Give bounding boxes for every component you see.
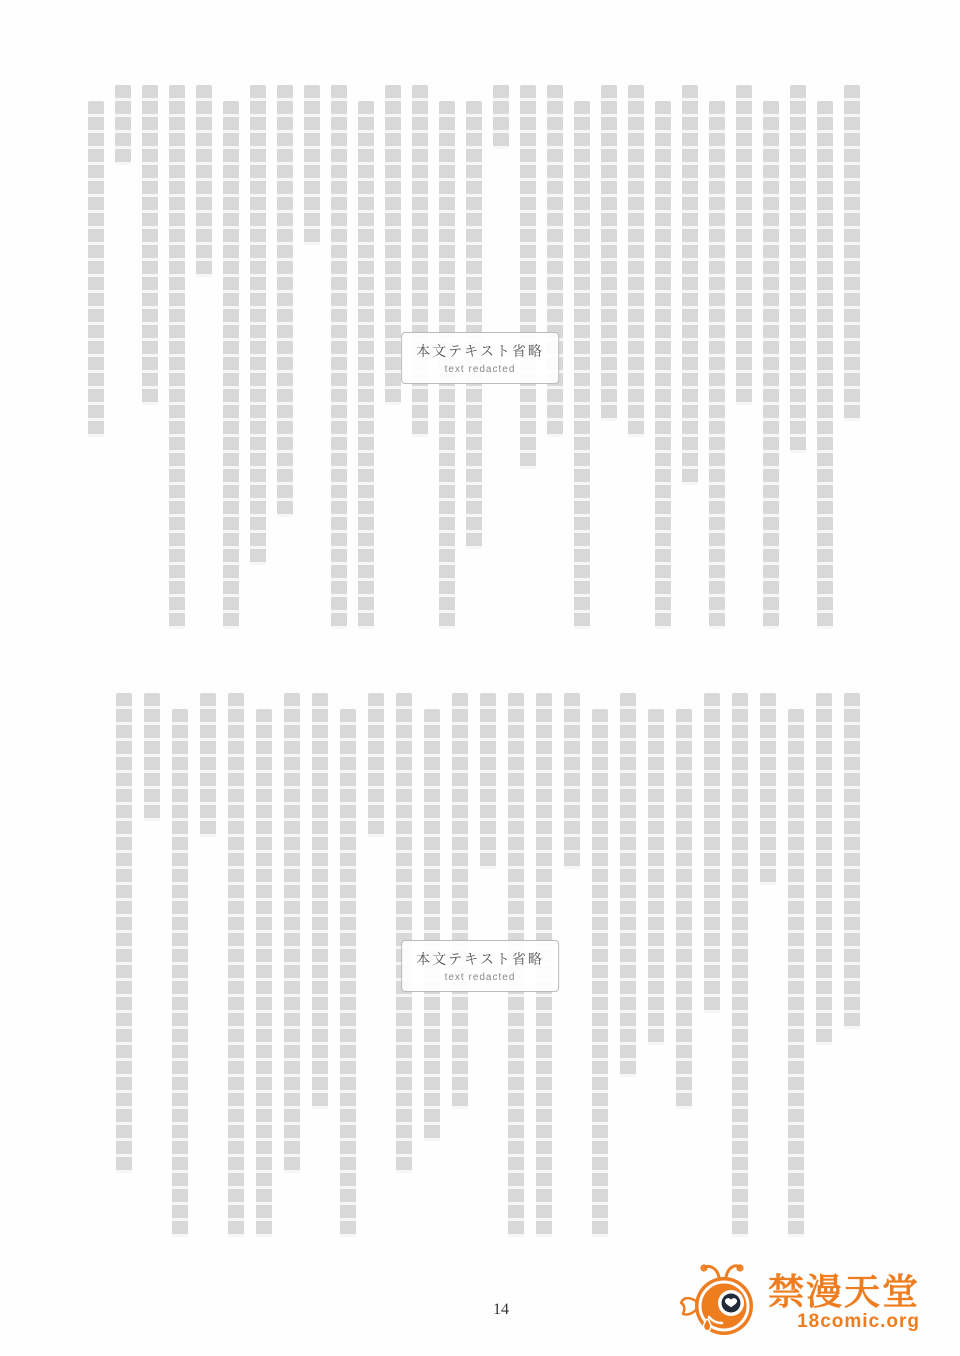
redacted-text-column <box>228 693 244 1237</box>
redacted-text-column <box>709 101 725 629</box>
redacted-text-column <box>790 85 806 453</box>
redacted-text-column <box>256 709 272 1237</box>
redacted-text-column <box>340 709 356 1237</box>
redacted-text-column <box>115 85 131 165</box>
redacted-text-column <box>844 85 860 421</box>
redacted-text-column <box>424 709 440 1141</box>
redacted-text-column <box>564 693 580 869</box>
redacted-text-column <box>223 101 239 629</box>
redacted-text-column <box>385 85 401 405</box>
redacted-text-column <box>312 693 328 1109</box>
redacted-text-column <box>682 85 698 485</box>
redacted-text-column <box>116 693 132 1173</box>
redacted-text-column <box>676 709 692 1109</box>
redaction-notice-text: 本文テキスト省略 <box>416 343 544 359</box>
redacted-text-column <box>732 693 748 1237</box>
redaction-notice-text: 本文テキスト省略 <box>416 951 544 967</box>
page-number: 14 <box>493 1301 509 1318</box>
redacted-text-column <box>331 85 347 629</box>
redacted-text-column <box>142 85 158 405</box>
redacted-text-column <box>480 693 496 869</box>
redacted-text-column <box>520 85 536 469</box>
redacted-text-column <box>844 693 860 1029</box>
redacted-text-column <box>574 101 590 629</box>
redacted-text-column <box>817 101 833 629</box>
redaction-notice-top <box>401 332 559 384</box>
redacted-text-column <box>788 709 804 1237</box>
redacted-text-column <box>144 693 160 821</box>
redaction-notice-subtext: text redacted <box>444 364 516 375</box>
redacted-text-column <box>592 709 608 1237</box>
redacted-text-column <box>763 101 779 629</box>
redacted-text-column <box>620 693 636 1077</box>
redacted-text-column <box>196 85 212 277</box>
redacted-text-column <box>493 85 509 149</box>
redacted-text-column <box>547 85 563 437</box>
watermark-site-name: 禁漫天堂 <box>767 1271 920 1312</box>
redacted-text-column <box>655 101 671 629</box>
watermark-logo <box>679 1258 920 1347</box>
redacted-text-column <box>760 693 776 885</box>
redacted-text-column <box>452 693 468 1109</box>
redacted-text-column <box>368 693 384 837</box>
redacted-text-column <box>648 709 664 1045</box>
redacted-text-column <box>628 85 644 437</box>
redacted-text-column <box>816 693 832 1045</box>
redacted-text-column <box>736 85 752 405</box>
redaction-notice-subtext: text redacted <box>444 972 516 983</box>
redacted-text-column <box>601 85 617 421</box>
redacted-text-column <box>396 693 412 1173</box>
redacted-text-column <box>88 101 104 437</box>
redacted-text-column <box>172 709 188 1237</box>
redacted-text-column <box>304 85 320 245</box>
redacted-text-column <box>412 85 428 437</box>
redacted-text-column <box>358 101 374 629</box>
redacted-text-column <box>169 85 185 629</box>
jmcomic-mascot-icon <box>679 1258 763 1347</box>
watermark-text <box>768 1273 920 1332</box>
redacted-text-column <box>277 85 293 517</box>
watermark-site-url: 18comic.org <box>797 1311 920 1332</box>
redacted-text-column <box>466 101 482 549</box>
redacted-text-column <box>704 693 720 1013</box>
redacted-text-column <box>284 693 300 1173</box>
redaction-notice-bottom <box>401 940 559 992</box>
redacted-text-column <box>250 85 266 565</box>
redacted-text-column <box>200 693 216 837</box>
